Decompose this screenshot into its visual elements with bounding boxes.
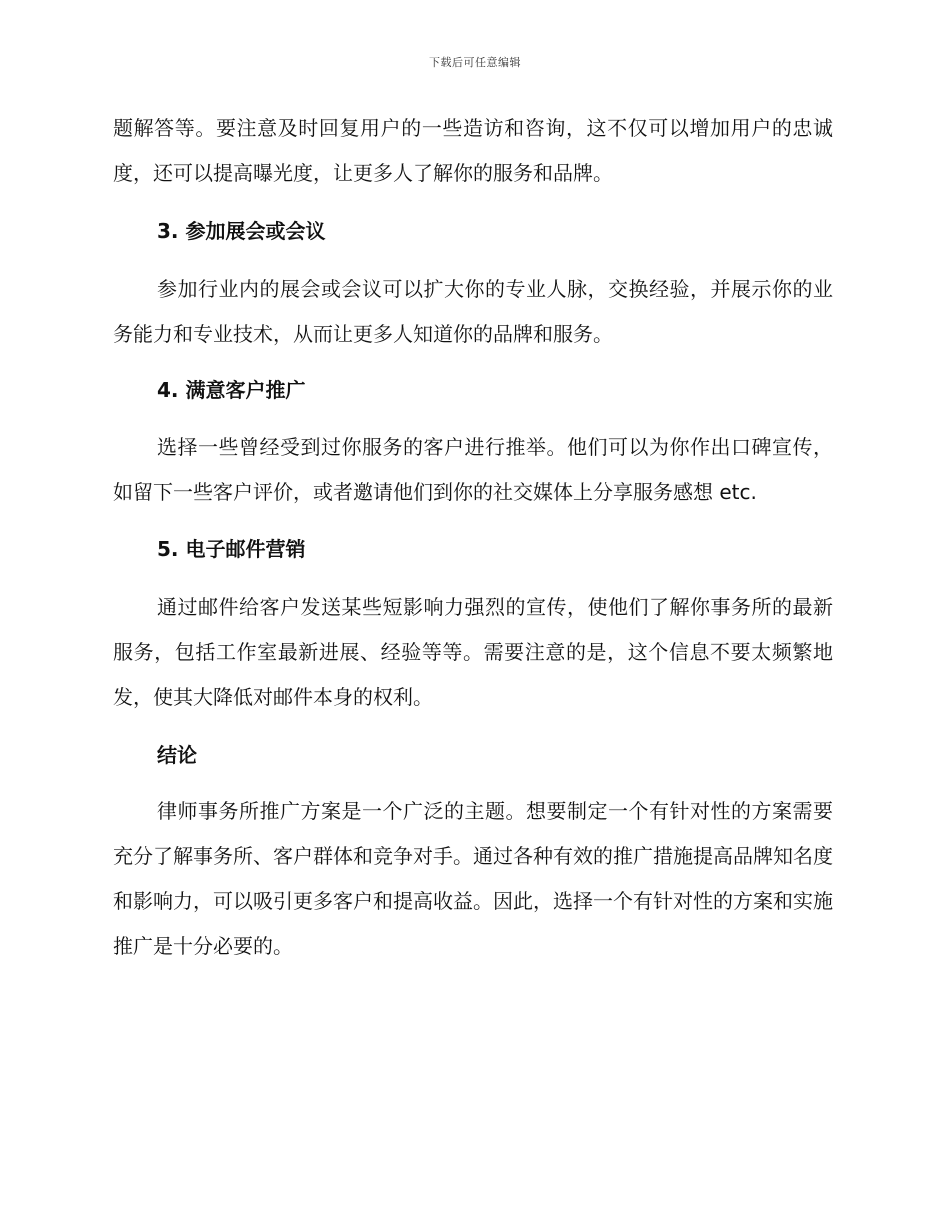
section-3-paragraph: 参加行业内的展会或会议可以扩大你的专业人脉，交换经验，并展示你的业务能力和专业技术，从而让更多人知道你的品牌和服务。 — [113, 277, 833, 346]
section-4-heading: 4. 满意客户推广 — [157, 378, 306, 402]
section-4-paragraph: 选择一些曾经受到过你服务的客户进行推举。他们可以为你作出口碑宣传，如留下一些客户评价，或者邀请他们到你的社交媒体上分享服务感想 etc. — [113, 435, 833, 504]
paragraph-continued: 题解答等。要注意及时回复用户的一些造访和咨询，这不仅可以增加用户的忠诚度，还可以提高曝光度，让更多人了解你的服务和品牌。 — [113, 116, 833, 185]
section-5-paragraph: 通过邮件给客户发送某些短影响力强烈的宣传，使他们了解你事务所的最新服务，包括工作室最新进展、经验等等。需要注意的是，这个信息不要太频繁地发，使其大降低对邮件本身的权利。 — [113, 595, 833, 709]
section-5-heading: 5. 电子邮件营销 — [157, 537, 306, 561]
section-3-heading: 3. 参加展会或会议 — [157, 219, 326, 243]
conclusion-heading: 结论 — [157, 743, 197, 767]
page-header: 下载后可任意编辑 — [429, 56, 521, 69]
conclusion-paragraph: 律师事务所推广方案是一个广泛的主题。想要制定一个有针对性的方案需要充分了解事务所、客户群体和竞争对手。通过各种有效的推广措施提高品牌知名度和影响力，可以吸引更多客户和提高收益。因此，选择一个有针对性的方案和实施推广是十分必要的。 — [113, 799, 833, 958]
